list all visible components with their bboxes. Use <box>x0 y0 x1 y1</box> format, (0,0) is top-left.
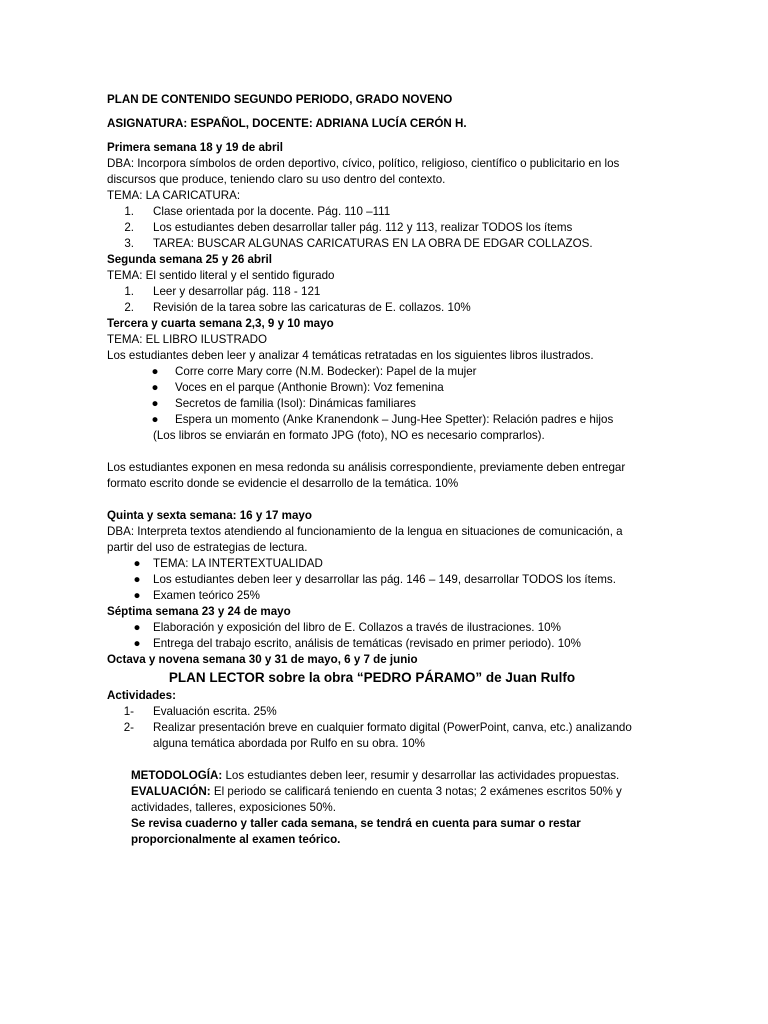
review-note: Se revisa cuaderno y taller cada semana, se tendrá en cuenta para sumar o restar proporcionalmente al examen teórico. <box>131 817 581 846</box>
week5-item-2: ● Los estudiantes deben leer y desarrollar las pág. 146 – 149, desarrollar TODOS los ítems. <box>133 573 616 586</box>
week3-heading: Tercera y cuarta semana 2,3, 9 y 10 mayo <box>107 317 334 330</box>
week3-intro: Los estudiantes deben leer y analizar 4 temáticas retratadas en los siguientes libros ilustrados. <box>107 349 594 362</box>
week3-book-3: ● Secretos de familia (Isol): Dinámicas familiares <box>151 397 416 410</box>
doc-title: PLAN DE CONTENIDO SEGUNDO PERIODO, GRADO NOVENO <box>107 93 453 106</box>
week3-book-1: ● Corre corre Mary corre (N.M. Bodecker): Papel de la mujer <box>151 365 477 378</box>
week7-item-2: ● Entrega del trabajo escrito, análisis de temáticas (revisado en primer periodo). 10% <box>133 637 581 650</box>
week5-dba: DBA: Interpreta textos atendiendo al funcionamiento de la lengua en situaciones de comunicación, a partir del uso de estrategias de lectura. <box>107 525 623 554</box>
document-body <box>107 92 637 848</box>
week7-item-1: ● Elaboración y exposición del libro de E. Collazos a través de ilustraciones. 10% <box>133 621 561 634</box>
week1-dba: DBA: Incorpora símbolos de orden deportivo, cívico, político, religioso, científico o publicitario en los discursos que produce, teniendo claro su uso dentro del contexto. <box>107 157 620 186</box>
week3-note: (Los libros se enviarán en formato JPG (foto), NO es necesario comprarlos). <box>153 429 545 442</box>
activity-2: 2- Realizar presentación breve en cualquier formato digital (PowerPoint, canva, etc.) analizando alguna temática abordada por Rulfo en su obra. 10% <box>123 721 632 750</box>
doc-subject: ASIGNATURA: ESPAÑOL, DOCENTE: ADRIANA LUCÍA CERÓN H. <box>107 117 467 130</box>
plan-lector-title: PLAN LECTOR sobre la obra “PEDRO PÁRAMO” de Juan Rulfo <box>168 670 576 685</box>
week8-heading: Octava y novena semana 30 y 31 de mayo, 6 y 7 de junio <box>107 653 418 666</box>
week1-item-3: 3. TAREA: BUSCAR ALGUNAS CARICATURAS EN LA OBRA DE EDGAR COLLAZOS. <box>124 237 593 250</box>
activity-1: 1- Evaluación escrita. 25% <box>123 705 277 718</box>
evaluation: EVALUACIÓN: El periodo se calificará teniendo en cuenta 3 notas; 2 exámenes escritos 50% y actividades, talleres, exposiciones 50%. <box>131 785 622 814</box>
week5-item-3: ● Examen teórico 25% <box>133 589 260 602</box>
week2-heading: Segunda semana 25 y 26 abril <box>107 253 272 266</box>
week2-item-1: 1. Leer y desarrollar pág. 118 - 121 <box>124 285 321 298</box>
activities-heading: Actividades: <box>107 689 176 702</box>
week2-tema: TEMA: El sentido literal y el sentido figurado <box>107 269 335 282</box>
week1-tema: TEMA: LA CARICATURA: <box>107 189 241 202</box>
week3-exposition: Los estudiantes exponen en mesa redonda su análisis correspondiente, previamente deben entregar formato escrito donde se evidencie el desarrollo de la temática. 10% <box>107 461 626 490</box>
week7-heading: Séptima semana 23 y 24 de mayo <box>107 605 291 618</box>
week3-book-2: ● Voces en el parque (Anthonie Brown): Voz femenina <box>151 381 444 394</box>
week2-item-2: 2. Revisión de la tarea sobre las caricaturas de E. collazos. 10% <box>124 301 471 314</box>
week1-item-1: 1. Clase orientada por la docente. Pág. 110 –111 <box>124 205 391 218</box>
methodology: METODOLOGÍA: Los estudiantes deben leer, resumir y desarrollar las actividades propuestas. <box>131 769 620 782</box>
week5-heading: Quinta y sexta semana: 16 y 17 mayo <box>107 509 312 522</box>
week3-book-4: ● Espera un momento (Anke Kranendonk – Jung-Hee Spetter): Relación padres e hijos <box>151 413 614 426</box>
week5-item-1: ● TEMA: LA INTERTEXTUALIDAD <box>133 557 323 570</box>
week1-heading: Primera semana 18 y 19 de abril <box>107 141 283 154</box>
week3-tema: TEMA: EL LIBRO ILUSTRADO <box>107 333 267 346</box>
week1-item-2: 2. Los estudiantes deben desarrollar taller pág. 112 y 113, realizar TODOS los ítems <box>124 221 573 234</box>
